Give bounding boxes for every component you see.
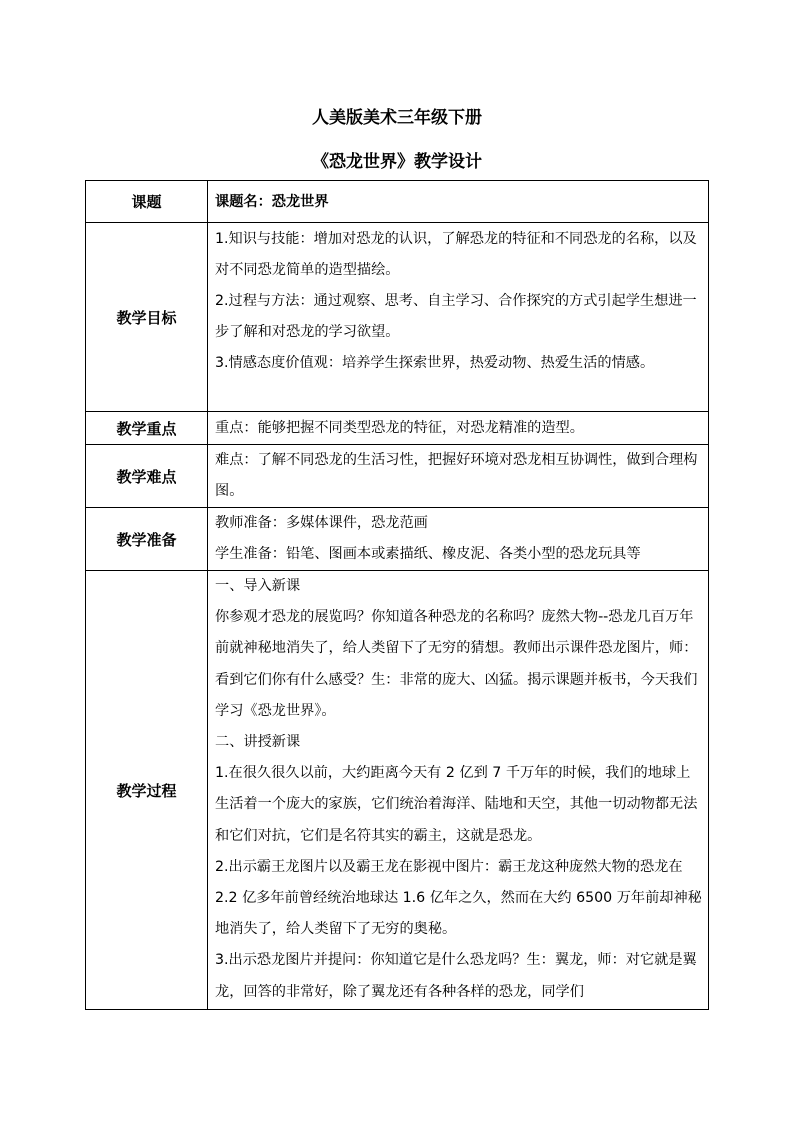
table-row-topic [86, 181, 709, 223]
process-heading: 一、导入新课 [215, 578, 301, 594]
key-points-value: 重点：能够把握不同类型恐龙的特征，对恐龙精准的造型。 [208, 412, 709, 445]
goal-item: 1.知识与技能：增加对恐龙的认识，了解恐龙的特征和不同恐龙的名称，以及对不同恐龙简单的造型描绘。 [215, 231, 697, 278]
table-row-goals [86, 223, 709, 412]
document-title: 人美版美术三年级下册 [312, 108, 482, 128]
goals-content [208, 223, 709, 412]
table-row-key-points [86, 412, 709, 445]
table-row-preparation [86, 508, 709, 571]
process-heading: 二、讲授新课 [215, 734, 301, 751]
goal-item: 2.过程与方法：通过观察、思考、自主学习、合作探究的方式引起学生想进一步了解和对恐龙的学习欲望。 [215, 293, 697, 340]
preparation-item: 学生准备：铅笔、图画本或素描纸、橡皮泥、各类小型的恐龙玩具等 [215, 546, 641, 562]
document-subtitle: 《恐龙世界》教学设计 [312, 152, 482, 172]
goal-item: 3.情感态度价值观：培养学生探索世界，热爱动物、热爱生活的情感。 [215, 355, 655, 371]
process-content [208, 571, 709, 1010]
process-paragraph: 你参观才恐龙的展览吗？你知道各种恐龙的名称吗？庞然大物--恐龙几百万年前就神秘地消失了，给人类留下了无穷的猜想。教师出示课件恐龙图片，师：看到它们你有什么感受？生：非常的庞大、凶猛。揭示课题并板书，今天我们学习《恐龙世界》。 [215, 609, 698, 719]
goals-label: 教学目标 [86, 223, 208, 412]
process-paragraph: 2.出示霸王龙图片以及霸王龙在影视中图片：霸王龙这种庞然大物的恐龙在 2.2 亿多年前曾经统治地球达 1.6 亿年之久，然而在大约 6500 万年前却神秘地消失了，给人类留下了无穷的奥秘。 [215, 858, 702, 938]
preparation-content [208, 508, 709, 571]
table-row-process [86, 571, 709, 1010]
preparation-item: 教师准备：多媒体课件，恐龙范画 [215, 515, 428, 531]
table-row-difficulties [86, 445, 709, 508]
key-points-label: 教学重点 [86, 412, 208, 445]
topic-label: 课题 [86, 181, 208, 223]
process-paragraph: 1.在很久很久以前，大约距离今天有 2 亿到 7 千万年的时候，我们的地球上生活着一个庞大的家族，它们统治着海洋、陆地和天空，其他一切动物都无法和它们对抗，它们是名符其实的霸主，这就是恐龙。 [215, 765, 698, 844]
process-label: 教学过程 [86, 571, 208, 1010]
difficulties-value: 难点：了解不同恐龙的生活习性，把握好环境对恐龙相互协调性，做到合理构图。 [208, 445, 709, 508]
lesson-plan-table [85, 180, 709, 1010]
difficulties-label: 教学难点 [86, 445, 208, 508]
topic-value: 课题名：恐龙世界 [208, 181, 709, 223]
process-paragraph: 3.出示恐龙图片并提问：你知道它是什么恐龙吗？生：翼龙，师：对它就是翼龙，回答的非常好，除了翼龙还有各种各样的恐龙，同学们 [215, 952, 697, 1000]
preparation-label: 教学准备 [86, 508, 208, 571]
